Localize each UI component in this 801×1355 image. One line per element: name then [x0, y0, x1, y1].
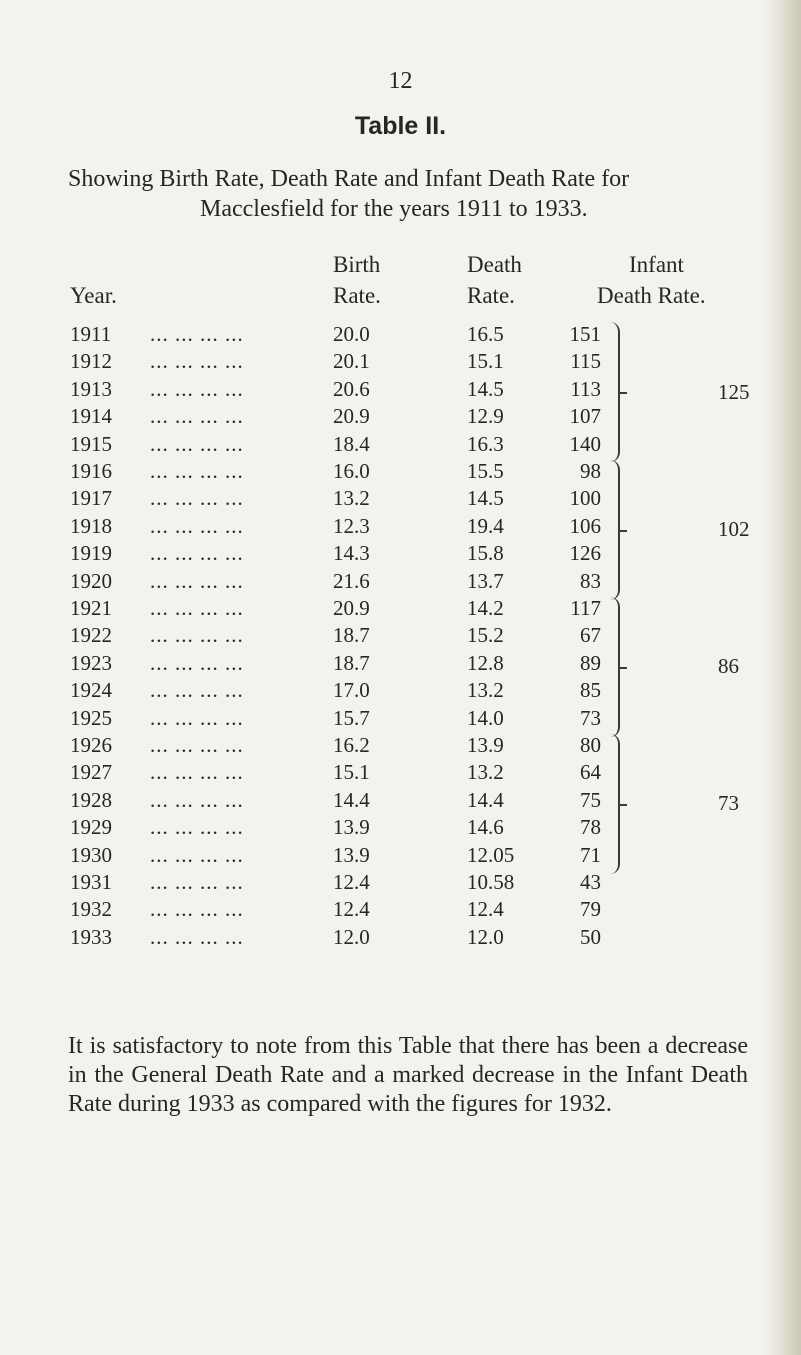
header-infant-line-1: Infant	[629, 252, 684, 277]
year-cell: 1930	[70, 842, 112, 867]
table-title: Table II.	[354, 112, 447, 140]
infant-death-rate-cell: 78	[580, 815, 601, 840]
year-cell: 1920	[70, 568, 112, 593]
leader-dots: ... ... ... ...	[150, 705, 244, 730]
year-cell: 1927	[70, 760, 112, 785]
table-row	[0, 788, 801, 818]
year-cell: 1932	[70, 897, 112, 922]
table-row	[0, 678, 801, 708]
header-infant-line-2: Death Rate.	[597, 283, 706, 308]
leader-dots: ... ... ... ...	[150, 513, 244, 538]
death-rate-cell: 13.2	[467, 678, 504, 703]
leader-dots: ... ... ... ...	[150, 650, 244, 675]
table-row	[0, 733, 801, 763]
year-cell: 1913	[70, 376, 112, 401]
birth-rate-cell: 14.4	[333, 787, 370, 812]
leader-dots: ... ... ... ...	[150, 924, 244, 949]
leader-dots: ... ... ... ...	[150, 678, 244, 703]
birth-rate-cell: 12.4	[333, 897, 370, 922]
table-row	[0, 514, 801, 544]
table-row	[0, 760, 801, 790]
death-rate-cell: 14.4	[467, 787, 504, 812]
table-row	[0, 925, 801, 955]
death-rate-cell: 13.7	[467, 568, 504, 593]
death-rate-cell: 12.05	[467, 842, 515, 867]
birth-rate-cell: 17.0	[333, 678, 370, 703]
header-death-line-2: Rate.	[467, 283, 515, 308]
year-cell: 1933	[70, 924, 112, 949]
death-rate-cell: 16.3	[467, 431, 504, 456]
table-row	[0, 623, 801, 653]
table-row	[0, 706, 801, 736]
birth-rate-cell: 12.4	[333, 870, 370, 894]
birth-rate-cell: 16.2	[333, 733, 370, 757]
infant-death-rate-cell: 115	[570, 349, 601, 374]
death-rate-cell: 16.5	[467, 322, 504, 346]
header-death-line-1: Death	[467, 252, 522, 277]
table-row	[0, 651, 801, 681]
birth-rate-cell: 21.6	[333, 568, 370, 593]
death-rate-cell: 14.2	[467, 596, 504, 620]
death-rate-cell: 13.9	[467, 733, 504, 757]
death-rate-cell: 14.0	[467, 705, 504, 730]
birth-rate-cell: 13.9	[333, 815, 370, 840]
birth-rate-cell: 13.2	[333, 486, 370, 511]
birth-rate-cell: 18.7	[333, 650, 370, 675]
group-average: 102	[718, 517, 750, 541]
table-row	[0, 349, 801, 379]
death-rate-cell: 12.8	[467, 650, 504, 675]
death-rate-cell: 13.2	[467, 760, 504, 785]
death-rate-cell: 15.5	[467, 459, 504, 483]
table-row	[0, 815, 801, 845]
death-rate-cell: 12.0	[467, 924, 504, 949]
infant-death-rate-cell: 113	[570, 376, 601, 401]
birth-rate-cell: 15.7	[333, 705, 370, 730]
table-row	[0, 404, 801, 434]
death-rate-cell: 14.5	[467, 376, 504, 401]
leader-dots: ... ... ... ...	[150, 760, 244, 785]
death-rate-cell: 12.9	[467, 404, 504, 429]
year-cell: 1923	[70, 650, 112, 675]
infant-death-rate-cell: 71	[580, 842, 601, 867]
birth-rate-cell: 18.4	[333, 431, 370, 456]
year-cell: 1928	[70, 787, 112, 812]
table-row	[0, 322, 801, 352]
year-cell: 1922	[70, 623, 112, 648]
leader-dots: ... ... ... ...	[150, 897, 244, 922]
year-cell: 1929	[70, 815, 112, 840]
infant-death-rate-cell: 140	[569, 431, 601, 456]
birth-rate-cell: 18.7	[333, 623, 370, 648]
birth-rate-cell: 20.6	[333, 376, 370, 401]
table-row	[0, 569, 801, 599]
infant-death-rate-cell: 100	[569, 486, 601, 511]
group-average: 125	[718, 380, 750, 404]
year-cell: 1919	[70, 541, 112, 566]
birth-rate-cell: 20.9	[333, 596, 370, 620]
birth-rate-cell: 12.0	[333, 924, 370, 949]
infant-death-rate-cell: 75	[580, 787, 601, 812]
year-cell: 1924	[70, 678, 112, 703]
leader-dots: ... ... ... ...	[150, 568, 244, 593]
leader-dots: ... ... ... ...	[150, 349, 244, 374]
leader-dots: ... ... ... ...	[150, 623, 244, 648]
group-average: 73	[718, 791, 739, 815]
leader-dots: ... ... ... ...	[150, 733, 244, 757]
death-rate-cell: 15.1	[467, 349, 504, 374]
leader-dots: ... ... ... ...	[150, 541, 244, 566]
page-number: 12	[388, 68, 413, 94]
birth-rate-cell: 13.9	[333, 842, 370, 867]
leader-dots: ... ... ... ...	[150, 459, 244, 483]
death-rate-cell: 15.2	[467, 623, 504, 648]
leader-dots: ... ... ... ...	[150, 404, 244, 429]
table-row	[0, 459, 801, 489]
birth-rate-cell: 12.3	[333, 513, 370, 538]
group-brace	[610, 597, 620, 737]
death-rate-cell: 14.6	[467, 815, 504, 840]
year-cell: 1912	[70, 349, 112, 374]
header-year: Year.	[70, 283, 117, 308]
death-rate-cell: 15.8	[467, 541, 504, 566]
birth-rate-cell: 20.0	[333, 322, 370, 346]
table-row	[0, 870, 801, 900]
death-rate-cell: 19.4	[467, 513, 504, 538]
infant-death-rate-cell: 85	[580, 678, 601, 703]
header-birth-line-2: Rate.	[333, 283, 381, 308]
table-row	[0, 843, 801, 873]
birth-rate-cell: 20.1	[333, 349, 370, 374]
infant-death-rate-cell: 79	[580, 897, 601, 922]
year-cell: 1915	[70, 431, 112, 456]
leader-dots: ... ... ... ...	[150, 870, 244, 894]
infant-death-rate-cell: 106	[569, 513, 601, 538]
leader-dots: ... ... ... ...	[150, 815, 244, 840]
group-brace	[610, 734, 620, 874]
header-birth-line-1: Birth	[333, 252, 381, 277]
table-row	[0, 432, 801, 462]
leader-dots: ... ... ... ...	[150, 486, 244, 511]
infant-death-rate-cell: 43	[580, 870, 601, 894]
commentary-paragraph: It is satisfactory to note from this Table that there has been a decrease in the General Death Rate and a marked decrease in the Infant Death Rate during 1933 as compared with the figures for 1932.	[68, 1033, 748, 1117]
birth-rate-cell: 20.9	[333, 404, 370, 429]
leader-dots: ... ... ... ...	[150, 376, 244, 401]
year-cell: 1917	[70, 486, 112, 511]
group-average: 86	[718, 654, 739, 678]
death-rate-cell: 10.58	[467, 870, 515, 894]
year-cell: 1921	[70, 596, 112, 620]
infant-death-rate-cell: 67	[580, 623, 601, 648]
leader-dots: ... ... ... ...	[150, 842, 244, 867]
death-rate-cell: 12.4	[467, 897, 504, 922]
year-cell: 1911	[70, 322, 112, 346]
year-cell: 1925	[70, 705, 112, 730]
infant-death-rate-cell: 117	[570, 596, 601, 620]
table-caption-line-1: Showing Birth Rate, Death Rate and Infant Death Rate for	[68, 166, 630, 192]
leader-dots: ... ... ... ...	[150, 596, 244, 620]
infant-death-rate-cell: 73	[580, 705, 601, 730]
birth-rate-cell: 14.3	[333, 541, 370, 566]
table-caption-line-2: Macclesfield for the years 1911 to 1933.	[200, 196, 588, 222]
birth-rate-cell: 16.0	[333, 459, 370, 483]
year-cell: 1916	[70, 459, 112, 483]
infant-death-rate-cell: 64	[580, 760, 601, 785]
year-cell: 1926	[70, 733, 112, 757]
leader-dots: ... ... ... ...	[150, 431, 244, 456]
year-cell: 1918	[70, 513, 112, 538]
infant-death-rate-cell: 83	[580, 568, 601, 593]
infant-death-rate-cell: 107	[569, 404, 601, 429]
birth-rate-cell: 15.1	[333, 760, 370, 785]
table-row	[0, 596, 801, 626]
year-cell: 1914	[70, 404, 112, 429]
table-row	[0, 377, 801, 407]
table-row	[0, 541, 801, 571]
infant-death-rate-cell: 80	[580, 733, 601, 757]
table-row	[0, 897, 801, 927]
table-row	[0, 486, 801, 516]
death-rate-cell: 14.5	[467, 486, 504, 511]
leader-dots: ... ... ... ...	[150, 787, 244, 812]
group-brace	[610, 322, 620, 462]
year-cell: 1931	[70, 870, 112, 894]
infant-death-rate-cell: 89	[580, 650, 601, 675]
infant-death-rate-cell: 50	[580, 924, 601, 949]
infant-death-rate-cell: 126	[569, 541, 601, 566]
leader-dots: ... ... ... ...	[150, 322, 244, 346]
group-brace	[610, 460, 620, 600]
infant-death-rate-cell: 98	[580, 459, 601, 483]
infant-death-rate-cell: 151	[569, 322, 601, 346]
